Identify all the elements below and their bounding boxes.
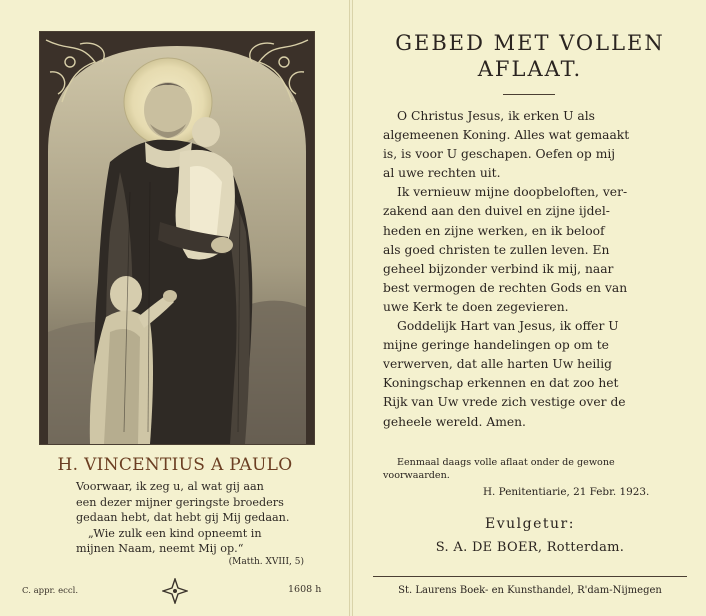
prayer-line: mijne geringe handelingen op om te	[383, 338, 609, 353]
printer-imprint: St. Laurens Boek- en Kunsthandel, R'dam-Nijmegen	[398, 585, 662, 596]
prayer-line: Rijk van Uw vrede zich vestige over de	[383, 395, 626, 410]
verse-line: Voorwaar, ik zeg u, al wat gij aan	[76, 480, 264, 493]
verse-line: mijnen Naam, neemt Mij op.“	[76, 542, 244, 556]
indulgence-note	[383, 456, 683, 482]
prayer-line: heden en zijne werken, en ik beloof	[383, 223, 605, 238]
prayer-line: Ik vernieuw mijne doopbeloften, ver-	[397, 185, 628, 200]
verse-line: gedaan hebt, dat hebt gij Mij gedaan.	[76, 511, 290, 525]
saint-vincent-engraving	[40, 32, 314, 444]
verse-line: een dezer mijner geringste broeders	[76, 495, 284, 509]
verse-line: „Wie zulk een kind opneemt in	[88, 526, 262, 540]
prayer-title-line: GEBED MET VOLLEN	[395, 31, 665, 55]
prayer-line: algemeenen Koning. Alles wat gemaakt	[383, 128, 630, 143]
scripture-verse	[76, 479, 326, 567]
prayer-text	[383, 107, 683, 432]
prayer-title	[353, 30, 706, 82]
ecclesiastical-approval: C. appr. eccl.	[22, 586, 79, 596]
indulgence-line: Eenmaal daags volle aflaat onder de gewone	[397, 457, 615, 468]
prayer-line: geheel bijzonder verbind ik mij, naar	[383, 261, 614, 276]
cross-ornament-icon	[162, 578, 188, 604]
prayer-title-line: AFLAAT.	[477, 57, 583, 81]
penitentiary-date: H. Penitentiarie, 21 Febr. 1923.	[483, 486, 650, 498]
footer-divider	[373, 576, 687, 577]
catalog-number: 1608 h	[288, 584, 322, 595]
evulgetur-heading: Evulgetur:	[485, 516, 575, 532]
saint-illustration	[39, 31, 315, 445]
prayer-line: Goddelijk Hart van Jesus, ik offer U	[397, 319, 619, 334]
prayer-line: O Christus Jesus, ik erken U als	[397, 109, 595, 123]
prayer-line: zakend aan den duivel en zijne ijdel-	[383, 204, 610, 219]
prayer-line: verwerven, dat alle harten Uw heilig	[383, 357, 613, 372]
prayer-line: is, is voor U geschapen. Oefen op mij	[383, 147, 616, 162]
prayer-line: Koningschap erkennen en dat zoo het	[383, 376, 619, 391]
indulgence-line: voorwaarden.	[383, 470, 450, 481]
saint-name-caption: H. VINCENTIUS A PAULO	[57, 455, 293, 475]
prayer-line: geheele wereld. Amen.	[383, 414, 526, 429]
title-divider	[503, 94, 555, 95]
prayer-line: als goed christen te zullen leven. En	[383, 242, 610, 257]
prayer-line: uwe Kerk te doen zegevieren.	[383, 299, 569, 314]
prayer-line: al uwe rechten uit.	[383, 166, 501, 181]
holy-card-back	[352, 0, 706, 616]
verse-reference: (Matth. XVIII, 5)	[228, 556, 304, 567]
holy-card-front	[0, 0, 350, 616]
prayer-line: best vermogen de rechten Gods en van	[383, 280, 628, 295]
publisher-name: S. A. DE BOER, Rotterdam.	[435, 540, 625, 555]
